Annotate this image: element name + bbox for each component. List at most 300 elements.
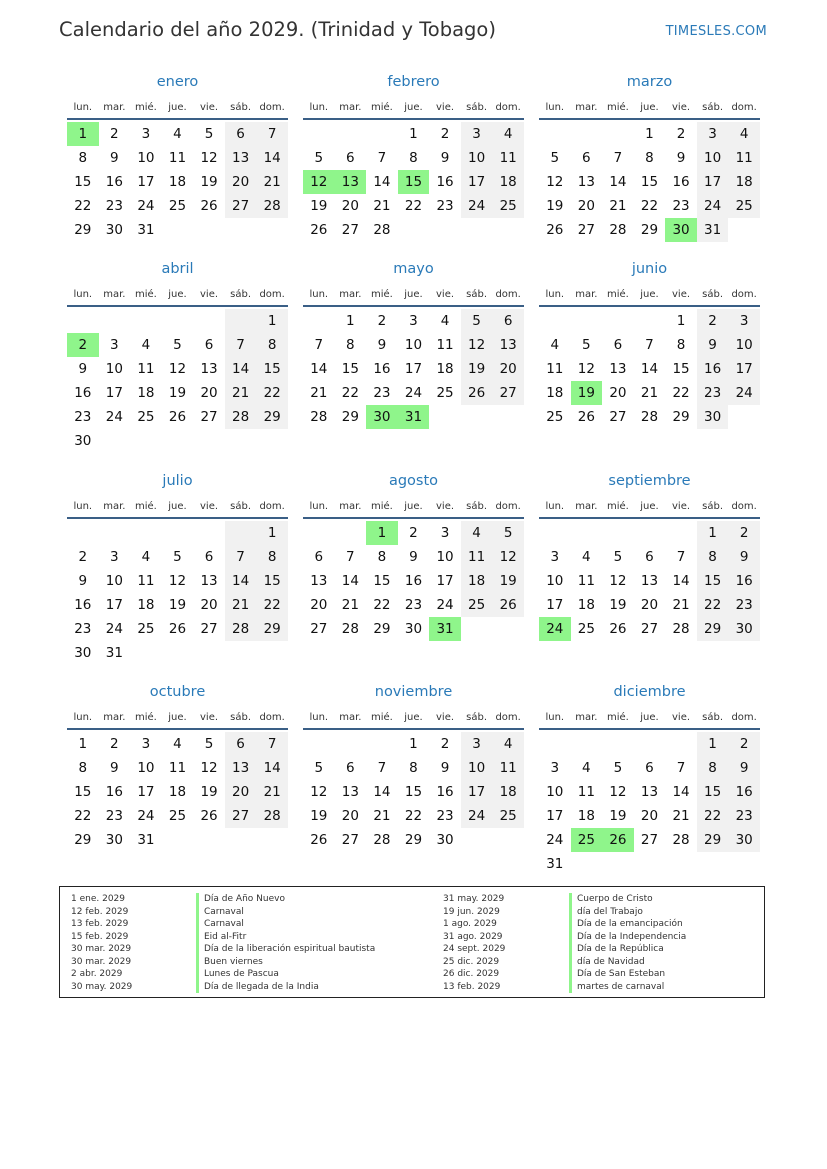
- day-cell[interactable]: 19: [168, 385, 187, 401]
- day-cell[interactable]: 25: [728, 194, 760, 218]
- day-cell[interactable]: 11: [577, 784, 595, 800]
- day-cell[interactable]: 23: [728, 593, 760, 617]
- day-cell[interactable]: 20: [492, 357, 524, 381]
- day-cell[interactable]: 16: [105, 174, 123, 190]
- day-cell[interactable]: 20: [225, 780, 257, 804]
- day-cell[interactable]: 10: [137, 150, 155, 166]
- day-cell[interactable]: 25: [168, 808, 187, 824]
- day-cell[interactable]: 22: [697, 593, 729, 617]
- day-cell[interactable]: 15: [341, 361, 359, 377]
- day-cell[interactable]: 26: [609, 621, 627, 637]
- day-cell[interactable]: 18: [546, 385, 564, 401]
- day-cell[interactable]: 31: [697, 218, 729, 242]
- day-cell[interactable]: 13: [640, 573, 659, 589]
- day-cell[interactable]: 14: [672, 784, 690, 800]
- day-cell[interactable]: 21: [609, 198, 627, 214]
- day-cell[interactable]: 24: [105, 621, 123, 637]
- day-cell[interactable]: 28: [256, 194, 288, 218]
- day-cell[interactable]: 13: [200, 361, 218, 377]
- day-cell[interactable]: 20: [341, 808, 359, 824]
- day-cell[interactable]: 11: [577, 573, 595, 589]
- day-cell[interactable]: 5: [204, 736, 214, 752]
- day-cell[interactable]: 12: [546, 174, 564, 190]
- day-cell[interactable]: 18: [436, 361, 454, 377]
- day-cell[interactable]: 7: [346, 549, 355, 565]
- day-cell[interactable]: 16: [105, 784, 123, 800]
- day-cell[interactable]: 15: [640, 174, 659, 190]
- day-cell[interactable]: 3: [697, 122, 729, 146]
- day-cell[interactable]: 25: [546, 409, 564, 425]
- day-cell[interactable]: 1: [67, 122, 99, 146]
- day-cell[interactable]: 6: [346, 760, 355, 776]
- day-cell[interactable]: 12: [168, 361, 187, 377]
- day-cell[interactable]: 20: [200, 385, 218, 401]
- day-cell[interactable]: 10: [546, 784, 564, 800]
- day-cell[interactable]: 29: [256, 405, 288, 429]
- day-cell[interactable]: 11: [168, 760, 187, 776]
- day-cell[interactable]: 22: [256, 593, 288, 617]
- day-cell[interactable]: 31: [546, 856, 564, 872]
- day-cell[interactable]: 25: [137, 409, 155, 425]
- day-cell[interactable]: 19: [168, 597, 187, 613]
- day-cell[interactable]: 22: [404, 198, 423, 214]
- day-cell[interactable]: 8: [78, 760, 88, 776]
- day-cell[interactable]: 22: [404, 808, 423, 824]
- day-cell[interactable]: 24: [137, 808, 155, 824]
- day-cell[interactable]: 9: [440, 150, 450, 166]
- day-cell[interactable]: 1: [697, 521, 729, 545]
- day-cell[interactable]: 13: [225, 146, 257, 170]
- day-cell[interactable]: 5: [461, 309, 493, 333]
- day-cell[interactable]: 1: [256, 521, 288, 545]
- day-cell[interactable]: 14: [609, 174, 627, 190]
- day-cell[interactable]: 23: [728, 804, 760, 828]
- day-cell[interactable]: 11: [168, 150, 187, 166]
- day-cell[interactable]: 12: [303, 170, 335, 194]
- day-cell[interactable]: 9: [676, 150, 686, 166]
- day-cell[interactable]: 19: [200, 784, 218, 800]
- day-cell[interactable]: 4: [440, 313, 450, 329]
- day-cell[interactable]: 25: [461, 593, 493, 617]
- day-cell[interactable]: 3: [141, 736, 151, 752]
- day-cell[interactable]: 28: [373, 832, 391, 848]
- day-cell[interactable]: 20: [341, 198, 359, 214]
- day-cell[interactable]: 21: [672, 597, 690, 613]
- day-cell[interactable]: 21: [672, 808, 690, 824]
- day-cell[interactable]: 1: [256, 309, 288, 333]
- day-cell[interactable]: 19: [546, 198, 564, 214]
- day-cell[interactable]: 6: [225, 122, 257, 146]
- day-cell[interactable]: 2: [78, 549, 88, 565]
- day-cell[interactable]: 13: [609, 361, 627, 377]
- day-cell[interactable]: 27: [341, 222, 359, 238]
- day-cell[interactable]: 13: [577, 174, 595, 190]
- day-cell[interactable]: 8: [256, 333, 288, 357]
- day-cell[interactable]: 14: [225, 357, 257, 381]
- day-cell[interactable]: 28: [341, 621, 359, 637]
- day-cell[interactable]: 13: [200, 573, 218, 589]
- day-cell[interactable]: 10: [461, 756, 493, 780]
- day-cell[interactable]: 20: [310, 597, 328, 613]
- day-cell[interactable]: 8: [645, 150, 654, 166]
- day-cell[interactable]: 8: [377, 549, 387, 565]
- day-cell[interactable]: 27: [200, 409, 218, 425]
- day-cell[interactable]: 2: [728, 521, 760, 545]
- day-cell[interactable]: 6: [613, 337, 623, 353]
- day-cell[interactable]: 21: [256, 780, 288, 804]
- day-cell[interactable]: 8: [697, 545, 729, 569]
- day-cell[interactable]: 16: [728, 569, 760, 593]
- day-cell[interactable]: 30: [105, 832, 123, 848]
- day-cell[interactable]: 4: [550, 337, 560, 353]
- day-cell[interactable]: 3: [110, 549, 119, 565]
- day-cell[interactable]: 20: [609, 385, 627, 401]
- day-cell[interactable]: 19: [461, 357, 493, 381]
- day-cell[interactable]: 17: [436, 573, 454, 589]
- day-cell[interactable]: 7: [225, 333, 257, 357]
- day-cell[interactable]: 12: [310, 784, 328, 800]
- day-cell[interactable]: 26: [200, 198, 218, 214]
- day-cell[interactable]: 26: [168, 621, 187, 637]
- day-cell[interactable]: 30: [366, 405, 398, 429]
- day-cell[interactable]: 19: [609, 808, 627, 824]
- day-cell[interactable]: 7: [676, 760, 686, 776]
- day-cell[interactable]: 23: [105, 808, 123, 824]
- day-cell[interactable]: 17: [546, 808, 564, 824]
- day-cell[interactable]: 1: [697, 732, 729, 756]
- day-cell[interactable]: 3: [728, 309, 760, 333]
- day-cell[interactable]: 3: [110, 337, 119, 353]
- day-cell[interactable]: 29: [74, 222, 92, 238]
- day-cell[interactable]: 21: [640, 385, 659, 401]
- day-cell[interactable]: 29: [697, 617, 729, 641]
- day-cell[interactable]: 17: [137, 784, 155, 800]
- day-cell[interactable]: 30: [404, 621, 423, 637]
- day-cell[interactable]: 27: [640, 621, 659, 637]
- day-cell[interactable]: 3: [461, 122, 493, 146]
- day-cell[interactable]: 13: [640, 784, 659, 800]
- day-cell[interactable]: 14: [640, 361, 659, 377]
- day-cell[interactable]: 6: [314, 549, 324, 565]
- day-cell[interactable]: 31: [137, 222, 155, 238]
- day-cell[interactable]: 26: [310, 832, 328, 848]
- day-cell[interactable]: 27: [310, 621, 328, 637]
- day-cell[interactable]: 23: [74, 409, 92, 425]
- day-cell[interactable]: 2: [676, 126, 686, 142]
- day-cell[interactable]: 24: [404, 385, 423, 401]
- day-cell[interactable]: 5: [173, 549, 182, 565]
- day-cell[interactable]: 14: [225, 569, 257, 593]
- day-cell[interactable]: 26: [200, 808, 218, 824]
- day-cell[interactable]: 17: [697, 170, 729, 194]
- day-cell[interactable]: 22: [640, 198, 659, 214]
- day-cell[interactable]: 11: [546, 361, 564, 377]
- day-cell[interactable]: 26: [461, 381, 493, 405]
- day-cell[interactable]: 16: [404, 573, 423, 589]
- day-cell[interactable]: 3: [440, 525, 450, 541]
- day-cell[interactable]: 6: [204, 337, 214, 353]
- day-cell[interactable]: 18: [577, 597, 595, 613]
- day-cell[interactable]: 26: [602, 828, 634, 852]
- day-cell[interactable]: 16: [728, 780, 760, 804]
- day-cell[interactable]: 15: [697, 569, 729, 593]
- day-cell[interactable]: 18: [577, 808, 595, 824]
- day-cell[interactable]: 8: [256, 545, 288, 569]
- day-cell[interactable]: 17: [546, 597, 564, 613]
- day-cell[interactable]: 14: [373, 784, 391, 800]
- day-cell[interactable]: 24: [546, 832, 564, 848]
- day-cell[interactable]: 20: [225, 170, 257, 194]
- day-cell[interactable]: 14: [310, 361, 328, 377]
- day-cell[interactable]: 27: [640, 832, 659, 848]
- day-cell[interactable]: 24: [697, 194, 729, 218]
- day-cell[interactable]: 28: [256, 804, 288, 828]
- day-cell[interactable]: 12: [492, 545, 524, 569]
- day-cell[interactable]: 2: [67, 333, 99, 357]
- day-cell[interactable]: 4: [728, 122, 760, 146]
- day-cell[interactable]: 28: [672, 621, 690, 637]
- day-cell[interactable]: 26: [577, 409, 595, 425]
- day-cell[interactable]: 30: [728, 828, 760, 852]
- day-cell[interactable]: 14: [341, 573, 359, 589]
- day-cell[interactable]: 25: [571, 828, 603, 852]
- day-cell[interactable]: 2: [728, 732, 760, 756]
- day-cell[interactable]: 1: [78, 736, 88, 752]
- day-cell[interactable]: 4: [173, 126, 182, 142]
- day-cell[interactable]: 18: [492, 780, 524, 804]
- day-cell[interactable]: 8: [409, 150, 418, 166]
- day-cell[interactable]: 25: [137, 621, 155, 637]
- day-cell[interactable]: 4: [582, 549, 591, 565]
- day-cell[interactable]: 16: [672, 174, 690, 190]
- day-cell[interactable]: 3: [461, 732, 493, 756]
- day-cell[interactable]: 21: [341, 597, 359, 613]
- day-cell[interactable]: 24: [461, 804, 493, 828]
- day-cell[interactable]: 22: [341, 385, 359, 401]
- day-cell[interactable]: 14: [256, 756, 288, 780]
- day-cell[interactable]: 24: [436, 597, 454, 613]
- day-cell[interactable]: 5: [582, 337, 591, 353]
- day-cell[interactable]: 27: [341, 832, 359, 848]
- day-cell[interactable]: 27: [492, 381, 524, 405]
- day-cell[interactable]: 25: [492, 194, 524, 218]
- day-cell[interactable]: 5: [314, 150, 324, 166]
- day-cell[interactable]: 19: [310, 198, 328, 214]
- day-cell[interactable]: 5: [550, 150, 560, 166]
- day-cell[interactable]: 16: [373, 361, 391, 377]
- day-cell[interactable]: 28: [373, 222, 391, 238]
- day-cell[interactable]: 9: [409, 549, 418, 565]
- day-cell[interactable]: 15: [373, 573, 391, 589]
- day-cell[interactable]: 1: [409, 736, 418, 752]
- day-cell[interactable]: 2: [440, 736, 450, 752]
- day-cell[interactable]: 28: [225, 405, 257, 429]
- day-cell[interactable]: 18: [461, 569, 493, 593]
- day-cell[interactable]: 9: [697, 333, 729, 357]
- day-cell[interactable]: 9: [78, 573, 88, 589]
- day-cell[interactable]: 27: [200, 621, 218, 637]
- day-cell[interactable]: 29: [672, 409, 690, 425]
- day-cell[interactable]: 12: [200, 760, 218, 776]
- day-cell[interactable]: 31: [429, 617, 461, 641]
- day-cell[interactable]: 6: [346, 150, 355, 166]
- brand-link[interactable]: TIMESLES.COM: [665, 24, 767, 39]
- day-cell[interactable]: 25: [436, 385, 454, 401]
- day-cell[interactable]: 16: [74, 597, 92, 613]
- day-cell[interactable]: 13: [341, 784, 359, 800]
- day-cell[interactable]: 31: [398, 405, 430, 429]
- day-cell[interactable]: 15: [256, 357, 288, 381]
- day-cell[interactable]: 24: [137, 198, 155, 214]
- day-cell[interactable]: 1: [645, 126, 654, 142]
- day-cell[interactable]: 28: [310, 409, 328, 425]
- day-cell[interactable]: 31: [105, 645, 123, 661]
- day-cell[interactable]: 17: [404, 361, 423, 377]
- day-cell[interactable]: 29: [697, 828, 729, 852]
- day-cell[interactable]: 21: [373, 198, 391, 214]
- day-cell[interactable]: 21: [256, 170, 288, 194]
- day-cell[interactable]: 2: [697, 309, 729, 333]
- day-cell[interactable]: 13: [225, 756, 257, 780]
- day-cell[interactable]: 6: [582, 150, 591, 166]
- day-cell[interactable]: 11: [492, 146, 524, 170]
- day-cell[interactable]: 15: [697, 780, 729, 804]
- day-cell[interactable]: 15: [74, 784, 92, 800]
- day-cell[interactable]: 2: [110, 126, 119, 142]
- day-cell[interactable]: 16: [436, 784, 454, 800]
- day-cell[interactable]: 21: [310, 385, 328, 401]
- day-cell[interactable]: 9: [440, 760, 450, 776]
- day-cell[interactable]: 17: [728, 357, 760, 381]
- day-cell[interactable]: 5: [613, 760, 623, 776]
- day-cell[interactable]: 7: [225, 545, 257, 569]
- day-cell[interactable]: 9: [728, 756, 760, 780]
- day-cell[interactable]: 17: [461, 780, 493, 804]
- day-cell[interactable]: 25: [492, 804, 524, 828]
- day-cell[interactable]: 3: [141, 126, 151, 142]
- day-cell[interactable]: 5: [314, 760, 324, 776]
- day-cell[interactable]: 26: [310, 222, 328, 238]
- day-cell[interactable]: 28: [609, 222, 627, 238]
- day-cell[interactable]: 23: [404, 597, 423, 613]
- day-cell[interactable]: 22: [373, 597, 391, 613]
- day-cell[interactable]: 15: [404, 784, 423, 800]
- day-cell[interactable]: 22: [256, 381, 288, 405]
- day-cell[interactable]: 2: [409, 525, 418, 541]
- day-cell[interactable]: 12: [461, 333, 493, 357]
- day-cell[interactable]: 19: [200, 174, 218, 190]
- day-cell[interactable]: 10: [105, 573, 123, 589]
- day-cell[interactable]: 31: [137, 832, 155, 848]
- day-cell[interactable]: 17: [105, 385, 123, 401]
- day-cell[interactable]: 7: [314, 337, 324, 353]
- day-cell[interactable]: 17: [105, 597, 123, 613]
- day-cell[interactable]: 24: [539, 617, 571, 641]
- day-cell[interactable]: 26: [168, 409, 187, 425]
- day-cell[interactable]: 11: [137, 361, 155, 377]
- day-cell[interactable]: 24: [461, 194, 493, 218]
- day-cell[interactable]: 19: [571, 381, 603, 405]
- day-cell[interactable]: 9: [377, 337, 387, 353]
- day-cell[interactable]: 27: [577, 222, 595, 238]
- day-cell[interactable]: 1: [346, 313, 355, 329]
- day-cell[interactable]: 23: [672, 198, 690, 214]
- day-cell[interactable]: 18: [492, 170, 524, 194]
- day-cell[interactable]: 11: [728, 146, 760, 170]
- day-cell[interactable]: 20: [200, 597, 218, 613]
- day-cell[interactable]: 7: [256, 732, 288, 756]
- day-cell[interactable]: 30: [105, 222, 123, 238]
- day-cell[interactable]: 4: [141, 337, 151, 353]
- day-cell[interactable]: 27: [609, 409, 627, 425]
- day-cell[interactable]: 25: [168, 198, 187, 214]
- day-cell[interactable]: 13: [310, 573, 328, 589]
- day-cell[interactable]: 27: [225, 194, 257, 218]
- day-cell[interactable]: 20: [577, 198, 595, 214]
- day-cell[interactable]: 3: [550, 760, 560, 776]
- day-cell[interactable]: 9: [110, 150, 119, 166]
- day-cell[interactable]: 30: [74, 433, 92, 449]
- day-cell[interactable]: 1: [409, 126, 418, 142]
- day-cell[interactable]: 21: [225, 593, 257, 617]
- day-cell[interactable]: 20: [640, 597, 659, 613]
- day-cell[interactable]: 4: [492, 122, 524, 146]
- day-cell[interactable]: 29: [256, 617, 288, 641]
- day-cell[interactable]: 11: [436, 337, 454, 353]
- day-cell[interactable]: 25: [577, 621, 595, 637]
- day-cell[interactable]: 29: [404, 832, 423, 848]
- day-cell[interactable]: 23: [105, 198, 123, 214]
- day-cell[interactable]: 29: [640, 222, 659, 238]
- day-cell[interactable]: 15: [74, 174, 92, 190]
- day-cell[interactable]: 10: [404, 337, 423, 353]
- day-cell[interactable]: 16: [74, 385, 92, 401]
- day-cell[interactable]: 8: [78, 150, 88, 166]
- day-cell[interactable]: 14: [373, 174, 391, 190]
- day-cell[interactable]: 18: [728, 170, 760, 194]
- day-cell[interactable]: 1: [366, 521, 398, 545]
- day-cell[interactable]: 6: [645, 760, 654, 776]
- day-cell[interactable]: 10: [137, 760, 155, 776]
- day-cell[interactable]: 22: [697, 804, 729, 828]
- day-cell[interactable]: 26: [492, 593, 524, 617]
- day-cell[interactable]: 5: [204, 126, 214, 142]
- day-cell[interactable]: 3: [550, 549, 560, 565]
- day-cell[interactable]: 9: [110, 760, 119, 776]
- day-cell[interactable]: 13: [492, 333, 524, 357]
- day-cell[interactable]: 5: [613, 549, 623, 565]
- day-cell[interactable]: 4: [141, 549, 151, 565]
- day-cell[interactable]: 8: [409, 760, 418, 776]
- day-cell[interactable]: 7: [613, 150, 623, 166]
- day-cell[interactable]: 23: [436, 808, 454, 824]
- day-cell[interactable]: 12: [168, 573, 187, 589]
- day-cell[interactable]: 29: [341, 409, 359, 425]
- day-cell[interactable]: 12: [609, 784, 627, 800]
- day-cell[interactable]: 19: [609, 597, 627, 613]
- day-cell[interactable]: 19: [310, 808, 328, 824]
- day-cell[interactable]: 22: [672, 385, 690, 401]
- day-cell[interactable]: 2: [110, 736, 119, 752]
- day-cell[interactable]: 16: [436, 174, 454, 190]
- day-cell[interactable]: 15: [398, 170, 430, 194]
- day-cell[interactable]: 30: [697, 405, 729, 429]
- day-cell[interactable]: 5: [492, 521, 524, 545]
- day-cell[interactable]: 23: [373, 385, 391, 401]
- day-cell[interactable]: 30: [74, 645, 92, 661]
- day-cell[interactable]: 7: [377, 150, 387, 166]
- day-cell[interactable]: 9: [728, 545, 760, 569]
